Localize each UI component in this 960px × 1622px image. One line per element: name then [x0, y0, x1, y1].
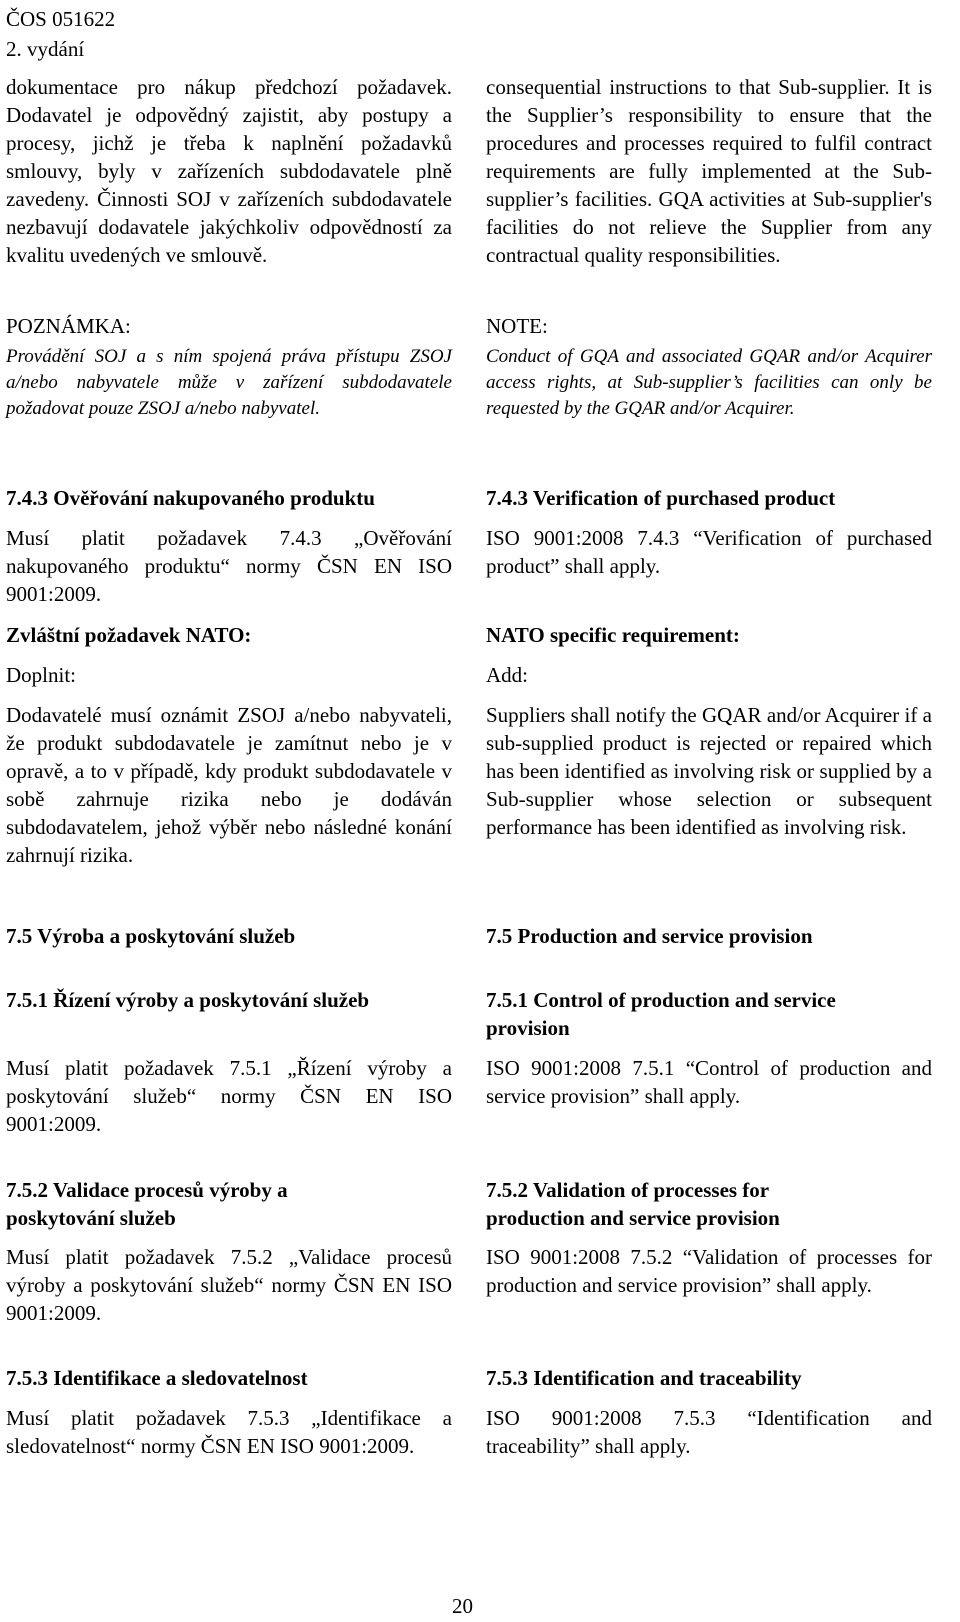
paragraph-7-5-3: Musí platit požadavek 7.5.3 „Identifikace a sledovatelnost“ normy ČSN EN ISO 9001:2009. [6, 1406, 452, 1458]
add-label: Add: [486, 663, 528, 687]
intro-paragraph: dokumentace pro nákup předchozí požadavek. Dodavatel je odpovědný zajistit, aby postupy a procesy, jichž je třeba k naplnění požadavků smlouvy, byly v zařízeních subdodavatele plně zavedeny. Činnosti SOJ v zařízeních subdodavatele nezbavují dodavatele jakýchkoliv odpovědností za kvalitu uvedených ve smlouvě. [6, 75, 452, 267]
heading-7-4-3: 7.4.3 Ověřování nakupovaného produktu [6, 486, 375, 510]
paragraph-7-5-1: ISO 9001:2008 7.5.1 “Control of production and service provision” shall apply. [486, 1056, 932, 1108]
note-label: NOTE: [486, 314, 548, 338]
add-label: Doplnit: [6, 663, 77, 687]
heading-7-5-2: 7.5.2 Validace procesů výroby a poskytování služeb [6, 1178, 288, 1230]
paragraph-7-5-2: ISO 9001:2008 7.5.2 “Validation of processes for production and service provision” shall apply. [486, 1245, 932, 1297]
nato-requirement-heading: NATO specific requirement: [486, 623, 740, 647]
heading-7-5-1: 7.5.1 Řízení výroby a poskytování služeb [6, 988, 370, 1012]
paragraph-7-5-2: Musí platit požadavek 7.5.2 „Validace procesů výroby a poskytování služeb“ normy ČSN EN ISO 9001:2009. [6, 1245, 452, 1325]
note-label: POZNÁMKA: [6, 314, 131, 338]
page-number: 20 [452, 1594, 473, 1618]
heading-7-4-3: 7.4.3 Verification of purchased product [486, 486, 836, 510]
heading-7-5: 7.5 Production and service provision [486, 924, 813, 948]
note-text: Provádění SOJ a s ním spojená práva přístupu ZSOJ a/nebo nabyvatele může v zařízení subdodavatele požadovat pouze ZSOJ a/nebo nabyvatel. [6, 346, 452, 419]
nato-requirement-text: Dodavatelé musí oznámit ZSOJ a/nebo nabyvateli, že produkt subdodavatele je zamítnut nebo je v opravě, a to v případě, kdy produkt subdodavatele v sobě zahrnuje rizika nebo je dodáván subdodavatelem, jehož výběr nebo následné konání zahrnují rizika. [6, 703, 452, 867]
paragraph-7-5-3: ISO 9001:2008 7.5.3 “Identification and traceability” shall apply. [486, 1406, 932, 1458]
nato-requirement-heading: Zvláštní požadavek NATO: [6, 623, 252, 647]
document-header [6, 4, 115, 64]
heading-7-5: 7.5 Výroba a poskytování služeb [6, 924, 296, 948]
heading-7-5-3: 7.5.3 Identifikace a sledovatelnost [6, 1366, 308, 1390]
heading-7-5-2: 7.5.2 Validation of processes for production and service provision [486, 1178, 780, 1230]
heading-7-5-1: 7.5.1 Control of production and service provision [486, 988, 836, 1040]
paragraph-7-5-1: Musí platit požadavek 7.5.1 „Řízení výroby a poskytování služeb“ normy ČSN EN ISO 9001:2009. [6, 1056, 452, 1136]
note-text: Conduct of GQA and associated GQAR and/or Acquirer access rights, at Sub-supplier’s facilities can only be requested by the GQAR and/or Acquirer. [486, 346, 932, 419]
heading-7-5-3: 7.5.3 Identification and traceability [486, 1366, 802, 1390]
document-edition: 2. vydání [6, 37, 85, 61]
paragraph-7-4-3: Musí platit požadavek 7.4.3 „Ověřování nakupovaného produktu“ normy ČSN EN ISO 9001:2009. [6, 526, 452, 606]
intro-paragraph: consequential instructions to that Sub-supplier. It is the Supplier’s responsibility to ensure that the procedures and processes required to fulfil contract requirements are fully implemented at the Sub-supplier’s facilities. GQA activities at Sub-supplier's facilities do not relieve the Supplier from any contractual quality responsibilities. [486, 75, 932, 267]
nato-requirement-text: Suppliers shall notify the GQAR and/or Acquirer if a sub-supplied product is rejected or repaired which has been identified as involving risk or supplied by a Sub-supplier whose selection or subsequent performance has been identified as involving risk. [486, 703, 932, 839]
document-id: ČOS 051622 [6, 7, 116, 31]
paragraph-7-4-3: ISO 9001:2008 7.4.3 “Verification of purchased product” shall apply. [486, 526, 932, 578]
